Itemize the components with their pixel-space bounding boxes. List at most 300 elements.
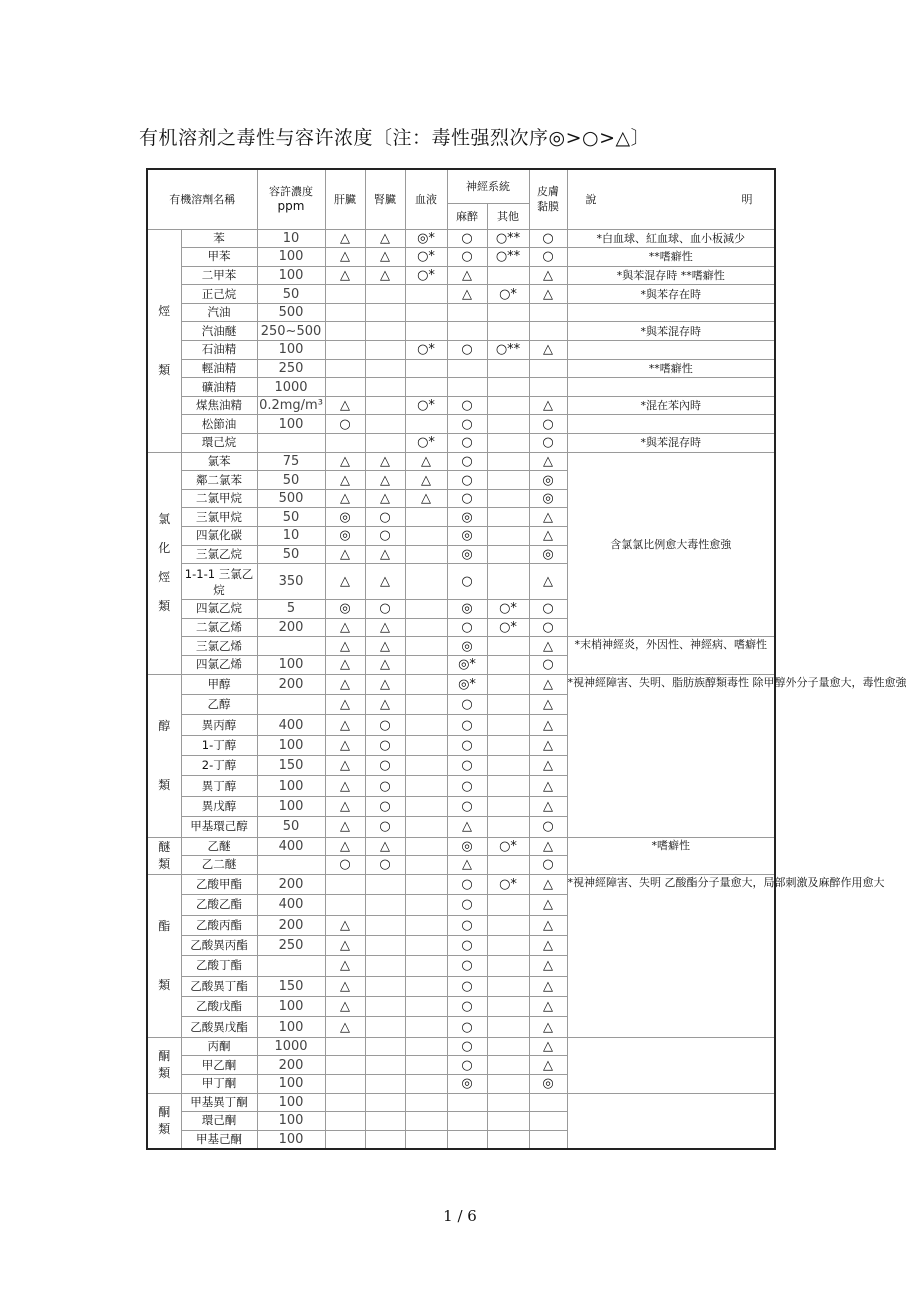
- skin-cell: △: [529, 285, 567, 304]
- kidney-cell: [365, 1130, 405, 1149]
- kidney-cell: △: [365, 471, 405, 490]
- numb-cell: [447, 322, 487, 341]
- kidney-cell: ○: [365, 508, 405, 527]
- other-cell: [487, 694, 529, 714]
- skin-cell: △: [529, 837, 567, 856]
- blood-cell: [405, 303, 447, 322]
- header-name: 有機溶劑名稱: [147, 169, 257, 229]
- skin-cell: ○: [529, 415, 567, 434]
- category-char: 酯: [158, 918, 171, 933]
- liver-cell: △: [325, 796, 365, 816]
- solvent-name: 鄰二氯苯: [181, 471, 257, 490]
- numb-cell: ○: [447, 694, 487, 714]
- liver-cell: △: [325, 837, 365, 856]
- ppm-cell: 100: [257, 266, 325, 285]
- blood-cell: [405, 796, 447, 816]
- ppm-cell: 100: [257, 1130, 325, 1149]
- table-row: [147, 229, 775, 248]
- ppm-cell: 150: [257, 976, 325, 996]
- kidney-cell: ○: [365, 817, 405, 837]
- liver-cell: [325, 1037, 365, 1056]
- skin-cell: △: [529, 976, 567, 996]
- numb-cell: ○: [447, 776, 487, 796]
- numb-cell: ○: [447, 618, 487, 637]
- ppm-cell: 5: [257, 600, 325, 619]
- solvent-name: 氯苯: [181, 452, 257, 471]
- ppm-cell: 200: [257, 874, 325, 894]
- ppm-cell: 50: [257, 817, 325, 837]
- other-cell: [487, 564, 529, 600]
- numb-cell: ◎: [447, 637, 487, 656]
- category-cell: [147, 229, 181, 452]
- header-skin-line2: 黏膜: [537, 200, 559, 214]
- blood-cell: [405, 359, 447, 378]
- row-note: [567, 378, 775, 397]
- kidney-cell: [365, 415, 405, 434]
- row-note: *與苯混存時: [567, 434, 775, 453]
- numb-cell: ○: [447, 229, 487, 248]
- liver-cell: △: [325, 1017, 365, 1037]
- blood-cell: [405, 915, 447, 935]
- liver-cell: △: [325, 545, 365, 564]
- solvent-name: 四氯乙烷: [181, 600, 257, 619]
- blood-cell: [405, 1074, 447, 1093]
- numb-cell: ○: [447, 1037, 487, 1056]
- solvent-name: 四氯乙烯: [181, 655, 257, 674]
- category-char: 酮: [158, 1104, 171, 1119]
- blood-cell: [405, 1037, 447, 1056]
- numb-cell: ◎: [447, 600, 487, 619]
- liver-cell: ◎: [325, 508, 365, 527]
- category-char: 烴: [158, 570, 171, 585]
- skin-cell: △: [529, 715, 567, 735]
- liver-cell: △: [325, 776, 365, 796]
- liver-cell: ○: [325, 415, 365, 434]
- kidney-cell: ○: [365, 776, 405, 796]
- ppm-cell: 100: [257, 1017, 325, 1037]
- header-skin-line1: 皮膚: [537, 185, 559, 199]
- solvent-name: 甲苯: [181, 248, 257, 267]
- skin-cell: ○: [529, 817, 567, 837]
- other-cell: [487, 1130, 529, 1149]
- table-row: [147, 434, 775, 453]
- ppm-cell: 0.2mg/m³: [257, 396, 325, 415]
- numb-cell: [447, 1112, 487, 1131]
- solvent-name: 1-丁醇: [181, 735, 257, 755]
- numb-cell: ○: [447, 452, 487, 471]
- ppm-cell: 50: [257, 471, 325, 490]
- blood-cell: [405, 637, 447, 656]
- other-cell: [487, 715, 529, 735]
- ppm-cell: 100: [257, 776, 325, 796]
- other-cell: [487, 1037, 529, 1056]
- numb-cell: △: [447, 285, 487, 304]
- numb-cell: [447, 1093, 487, 1112]
- header-numb: 麻醉: [447, 203, 487, 229]
- liver-cell: [325, 378, 365, 397]
- row-note: *與苯混存時: [567, 322, 775, 341]
- blood-cell: [405, 545, 447, 564]
- kidney-cell: [365, 1017, 405, 1037]
- other-cell: [487, 303, 529, 322]
- liver-cell: △: [325, 637, 365, 656]
- ppm-cell: 1000: [257, 1037, 325, 1056]
- blood-cell: ◎*: [405, 229, 447, 248]
- ppm-cell: 350: [257, 564, 325, 600]
- other-cell: [487, 1093, 529, 1112]
- blood-cell: [405, 715, 447, 735]
- solvent-name: 汽油: [181, 303, 257, 322]
- header-desc-a: 說: [585, 192, 597, 206]
- numb-cell: △: [447, 856, 487, 875]
- liver-cell: [325, 895, 365, 915]
- category-char: 烴: [158, 303, 171, 318]
- skin-cell: [529, 303, 567, 322]
- ppm-cell: 100: [257, 1093, 325, 1112]
- category-cell: [147, 1093, 181, 1149]
- liver-cell: △: [325, 817, 365, 837]
- toxicity-table: [146, 168, 907, 1150]
- ppm-cell: 100: [257, 248, 325, 267]
- solvent-name: 乙酸異戊酯: [181, 1017, 257, 1037]
- numb-cell: ○: [447, 471, 487, 490]
- solvent-name: 四氯化碳: [181, 527, 257, 546]
- solvent-name: 甲基異丁酮: [181, 1093, 257, 1112]
- blood-cell: [405, 935, 447, 955]
- table-row: [147, 341, 775, 360]
- category-char: 類: [158, 977, 171, 992]
- kidney-cell: △: [365, 266, 405, 285]
- other-cell: ○**: [487, 229, 529, 248]
- other-cell: [487, 396, 529, 415]
- page-number: 1 / 6: [443, 1207, 477, 1225]
- kidney-cell: △: [365, 618, 405, 637]
- numb-cell: ○: [447, 997, 487, 1017]
- other-cell: [487, 434, 529, 453]
- blood-cell: [405, 1112, 447, 1131]
- ppm-cell: 100: [257, 655, 325, 674]
- ppm-cell: 200: [257, 674, 325, 694]
- ppm-cell: 400: [257, 837, 325, 856]
- kidney-cell: [365, 378, 405, 397]
- skin-cell: △: [529, 956, 567, 976]
- ppm-cell: 150: [257, 756, 325, 776]
- numb-cell: [447, 1130, 487, 1149]
- table-row: [147, 874, 775, 894]
- solvent-name: 異戊醇: [181, 796, 257, 816]
- liver-cell: △: [325, 715, 365, 735]
- note-block: [567, 1093, 775, 1149]
- ppm-cell: 250: [257, 359, 325, 378]
- solvent-name: 甲乙酮: [181, 1056, 257, 1075]
- ppm-cell: 100: [257, 341, 325, 360]
- blood-cell: △: [405, 489, 447, 508]
- blood-cell: [405, 1056, 447, 1075]
- liver-cell: [325, 322, 365, 341]
- kidney-cell: [365, 359, 405, 378]
- liver-cell: ◎: [325, 527, 365, 546]
- kidney-cell: ○: [365, 856, 405, 875]
- blood-cell: [405, 997, 447, 1017]
- category-cell: [147, 674, 181, 837]
- blood-cell: [405, 735, 447, 755]
- other-cell: [487, 674, 529, 694]
- solvent-name: 輕油精: [181, 359, 257, 378]
- skin-cell: △: [529, 341, 567, 360]
- category-char: 類: [158, 1066, 171, 1081]
- kidney-cell: [365, 303, 405, 322]
- liver-cell: △: [325, 564, 365, 600]
- blood-cell: ○*: [405, 434, 447, 453]
- other-cell: [487, 655, 529, 674]
- kidney-cell: △: [365, 564, 405, 600]
- category-char: 醇: [158, 718, 171, 733]
- blood-cell: ○*: [405, 341, 447, 360]
- ppm-cell: 100: [257, 796, 325, 816]
- liver-cell: △: [325, 489, 365, 508]
- other-cell: ○*: [487, 618, 529, 637]
- header-skin: [529, 169, 567, 229]
- liver-cell: △: [325, 396, 365, 415]
- skin-cell: [529, 322, 567, 341]
- table-row: [147, 378, 775, 397]
- skin-cell: ○: [529, 655, 567, 674]
- ppm-cell: 200: [257, 1056, 325, 1075]
- liver-cell: △: [325, 956, 365, 976]
- numb-cell: ○: [447, 735, 487, 755]
- other-cell: [487, 1112, 529, 1131]
- skin-cell: △: [529, 674, 567, 694]
- other-cell: [487, 735, 529, 755]
- kidney-cell: △: [365, 489, 405, 508]
- kidney-cell: ○: [365, 796, 405, 816]
- header-kidney: 腎臟: [365, 169, 405, 229]
- skin-cell: △: [529, 874, 567, 894]
- other-cell: [487, 935, 529, 955]
- table-row: [147, 303, 775, 322]
- numb-cell: ○: [447, 756, 487, 776]
- skin-cell: [529, 378, 567, 397]
- other-cell: [487, 756, 529, 776]
- kidney-cell: [365, 915, 405, 935]
- numb-cell: ○: [447, 1056, 487, 1075]
- skin-cell: △: [529, 1017, 567, 1037]
- ppm-cell: 100: [257, 1112, 325, 1131]
- table-row: [147, 322, 775, 341]
- blood-cell: [405, 1130, 447, 1149]
- other-cell: [487, 637, 529, 656]
- skin-cell: △: [529, 508, 567, 527]
- note-tail: *末梢神經炎，外因性、神經病、嗜癖性: [567, 637, 775, 674]
- blood-cell: [405, 856, 447, 875]
- ppm-cell: 400: [257, 895, 325, 915]
- ppm-cell: 250~500: [257, 322, 325, 341]
- ppm-cell: 500: [257, 489, 325, 508]
- liver-cell: △: [325, 735, 365, 755]
- table-row: [147, 359, 775, 378]
- other-cell: ○**: [487, 248, 529, 267]
- liver-cell: △: [325, 976, 365, 996]
- kidney-cell: △: [365, 248, 405, 267]
- liver-cell: △: [325, 694, 365, 714]
- table-body: [147, 229, 907, 1149]
- kidney-cell: △: [365, 674, 405, 694]
- blood-cell: [405, 756, 447, 776]
- blood-cell: [405, 895, 447, 915]
- kidney-cell: [365, 322, 405, 341]
- numb-cell: ○: [447, 874, 487, 894]
- note-block: [567, 1037, 775, 1093]
- skin-cell: △: [529, 564, 567, 600]
- numb-cell: ◎*: [447, 674, 487, 694]
- blood-cell: ○*: [405, 396, 447, 415]
- header-liver: 肝臟: [325, 169, 365, 229]
- other-cell: [487, 856, 529, 875]
- liver-cell: [325, 1130, 365, 1149]
- skin-cell: △: [529, 895, 567, 915]
- row-note: [567, 415, 775, 434]
- ppm-cell: 10: [257, 527, 325, 546]
- solvent-name: 三氯乙烷: [181, 545, 257, 564]
- blood-cell: [405, 600, 447, 619]
- category-char: 類: [158, 856, 171, 871]
- solvent-name: 二氯乙烯: [181, 618, 257, 637]
- other-cell: [487, 817, 529, 837]
- kidney-cell: △: [365, 545, 405, 564]
- blood-cell: [405, 508, 447, 527]
- skin-cell: △: [529, 396, 567, 415]
- table-row: [147, 837, 775, 856]
- ppm-cell: 50: [257, 545, 325, 564]
- other-cell: ○*: [487, 874, 529, 894]
- skin-cell: △: [529, 1056, 567, 1075]
- kidney-cell: △: [365, 655, 405, 674]
- kidney-cell: △: [365, 694, 405, 714]
- other-cell: ○*: [487, 600, 529, 619]
- skin-cell: ○: [529, 618, 567, 637]
- numb-cell: △: [447, 817, 487, 837]
- header-blood: 血液: [405, 169, 447, 229]
- kidney-cell: [365, 956, 405, 976]
- numb-cell: ○: [447, 1017, 487, 1037]
- kidney-cell: [365, 976, 405, 996]
- liver-cell: △: [325, 756, 365, 776]
- numb-cell: ○: [447, 915, 487, 935]
- kidney-cell: ○: [365, 735, 405, 755]
- numb-cell: ○: [447, 564, 487, 600]
- kidney-cell: △: [365, 637, 405, 656]
- solvent-name: 乙醇: [181, 694, 257, 714]
- numb-cell: ◎*: [447, 655, 487, 674]
- other-cell: [487, 915, 529, 935]
- solvent-name: 二甲苯: [181, 266, 257, 285]
- category-char: 氯: [158, 512, 171, 527]
- table-row: [147, 452, 775, 471]
- category-cell: [147, 452, 181, 674]
- solvent-name: 環己烷: [181, 434, 257, 453]
- solvent-name: 甲醇: [181, 674, 257, 694]
- skin-cell: ◎: [529, 489, 567, 508]
- other-cell: [487, 452, 529, 471]
- liver-cell: △: [325, 248, 365, 267]
- row-note: [567, 341, 775, 360]
- category-cell: [147, 1037, 181, 1093]
- blood-cell: △: [405, 452, 447, 471]
- other-cell: [487, 266, 529, 285]
- ppm-cell: [257, 434, 325, 453]
- kidney-cell: △: [365, 229, 405, 248]
- row-note: *混在苯內時: [567, 396, 775, 415]
- skin-cell: △: [529, 266, 567, 285]
- solvent-name: 二氯甲烷: [181, 489, 257, 508]
- row-note: *與苯存在時: [567, 285, 775, 304]
- other-cell: [487, 415, 529, 434]
- table-row: [147, 415, 775, 434]
- blood-cell: [405, 776, 447, 796]
- liver-cell: [325, 303, 365, 322]
- category-char: 類: [158, 1121, 171, 1136]
- liver-cell: △: [325, 655, 365, 674]
- solvent-name: 乙醚: [181, 837, 257, 856]
- solvent-name: 環己酮: [181, 1112, 257, 1131]
- category-char: 類: [158, 599, 171, 614]
- blood-cell: ○*: [405, 248, 447, 267]
- numb-cell: ◎: [447, 508, 487, 527]
- solvent-name: 甲丁酮: [181, 1074, 257, 1093]
- blood-cell: [405, 956, 447, 976]
- kidney-cell: ○: [365, 756, 405, 776]
- kidney-cell: ○: [365, 600, 405, 619]
- solvent-name: 苯: [181, 229, 257, 248]
- liver-cell: △: [325, 471, 365, 490]
- ppm-cell: 250: [257, 935, 325, 955]
- solvent-name: 異丁醇: [181, 776, 257, 796]
- ppm-cell: 100: [257, 997, 325, 1017]
- numb-cell: ○: [447, 796, 487, 816]
- other-cell: [487, 378, 529, 397]
- liver-cell: △: [325, 935, 365, 955]
- liver-cell: [325, 341, 365, 360]
- numb-cell: ○: [447, 489, 487, 508]
- blood-cell: [405, 694, 447, 714]
- skin-cell: [529, 359, 567, 378]
- numb-cell: [447, 303, 487, 322]
- skin-cell: ◎: [529, 1074, 567, 1093]
- skin-cell: △: [529, 694, 567, 714]
- other-cell: [487, 508, 529, 527]
- header-ppm-line2: ppm: [277, 199, 305, 214]
- numb-cell: ◎: [447, 1074, 487, 1093]
- solvent-name: 礦油精: [181, 378, 257, 397]
- ppm-cell: [257, 694, 325, 714]
- other-cell: [487, 471, 529, 490]
- solvent-name: 丙酮: [181, 1037, 257, 1056]
- blood-cell: [405, 817, 447, 837]
- category-char: 化: [158, 541, 171, 556]
- other-cell: [487, 1017, 529, 1037]
- liver-cell: [325, 285, 365, 304]
- blood-cell: [405, 1093, 447, 1112]
- numb-cell: ○: [447, 415, 487, 434]
- kidney-cell: [365, 396, 405, 415]
- numb-cell: ○: [447, 248, 487, 267]
- skin-cell: ○: [529, 248, 567, 267]
- kidney-cell: [365, 1056, 405, 1075]
- other-cell: [487, 1056, 529, 1075]
- numb-cell: [447, 359, 487, 378]
- blood-cell: [405, 976, 447, 996]
- liver-cell: △: [325, 915, 365, 935]
